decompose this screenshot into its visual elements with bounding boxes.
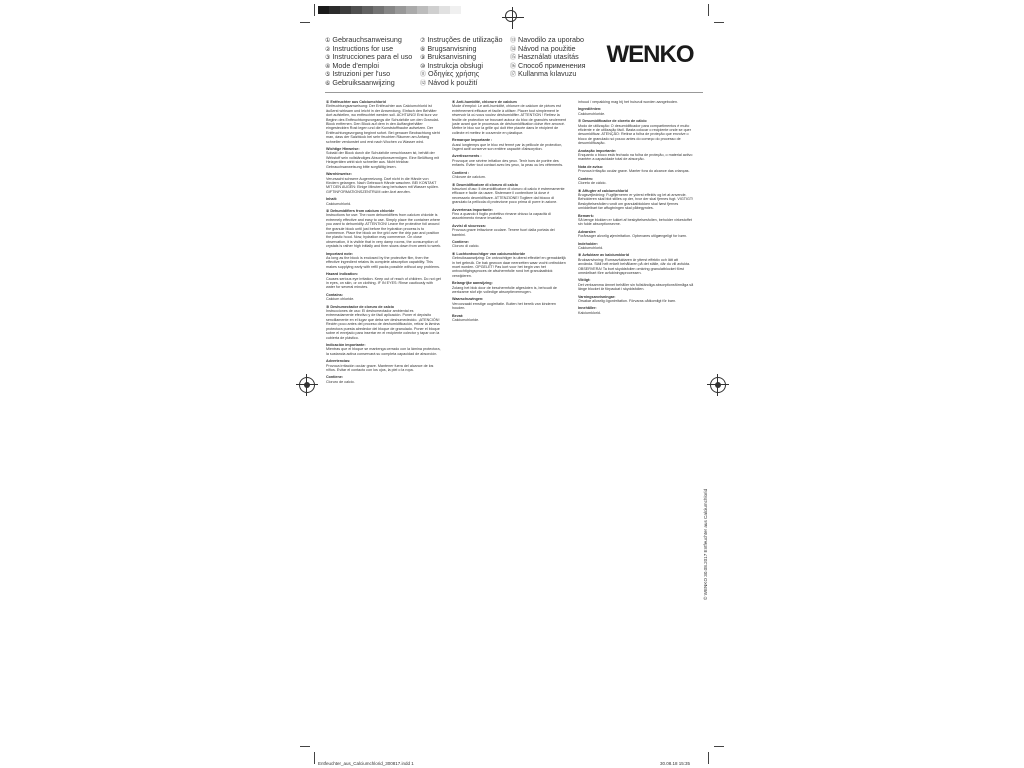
- gray-swatch: [362, 6, 373, 14]
- language-label: Bruksanvisning: [427, 52, 477, 62]
- section-body: Cloruro de calcio.: [326, 379, 355, 384]
- section-heading: ⑨ Avfuktare av kalciumklorid: [578, 253, 629, 258]
- section-body: Istruzioni d'uso: Il deumidificatore di cloruro di calcio è estremamente efficace e facile da usare. Sistemare il contenitore là dove è necessario deumidificare. ATTENZIONE! Togliere dal blocco di granulato la pellicola di protezione poco prima di porre in azione.: [452, 186, 565, 205]
- text-section: [578, 119, 694, 145]
- text-section: [452, 154, 568, 167]
- section-heading: Belangrijke aanwijzing:: [452, 281, 493, 286]
- language-number-icon: ①: [325, 37, 331, 44]
- text-section: [452, 183, 568, 205]
- language-item: [420, 79, 503, 88]
- language-number-icon: ④: [325, 62, 331, 70]
- gray-swatch: [395, 6, 406, 14]
- section-body: Gebruiksaanwijzing: De ontvochtiger is uiterst effectief en gemakkelijk in het gebruik. De bak gewoon daar neerzetten waar vocht onttrokken moet worden. OPGELET! Pas kort voor het begin van het ontvochtigingsproces de afschermfolie rond het granulaatblok verwijderen.: [452, 256, 566, 278]
- section-body: Enquanto o bloco está fechado na folha de proteção, o material activo mantém a capacidade total de absorção.: [578, 153, 693, 162]
- language-number-icon: ⑦: [420, 37, 426, 44]
- text-column-3: [578, 100, 694, 318]
- language-label: Kullanma kılavuzu: [518, 69, 577, 79]
- registration-mark: [299, 377, 315, 393]
- text-section: [452, 297, 568, 310]
- gray-swatch: [351, 6, 362, 14]
- gray-swatch: [318, 6, 329, 14]
- section-body: Einfeuchtungsanweisung: Der Entfeuchter aus Calciumchlorid ist äußerst wirksam und leicht in der Anwendung. Einfach den Behälter dort aufstellen, wo entfeuchtet werden soll. ACHTUNG! Erst kurz vor Beginn des Entfeuchtungsvorgangs die Schutzfolie um den Granulat-Block entfernen. Den Block auf dem in den Auffangbehälter eingesteckten Rost legen und die Kunststoffhaube aufsetzen. Der Entfeuchtungsvorgang beginnt sofort. Bei genauer Beobachtung sieht man, dass der Salzblock bei sehr feuchten Räumen am Anfang schneller verdunstet und erst nach Wochen zu Wasser wird.: [326, 104, 440, 144]
- text-section: [578, 107, 694, 116]
- footer-file-name: Entfeuchter_aus_Calciumchlorid_300817.indd 1: [318, 761, 414, 766]
- language-number-icon: ⑫: [420, 79, 427, 87]
- gray-swatch: [373, 6, 384, 14]
- text-section: [452, 224, 568, 237]
- gray-swatch: [450, 6, 461, 14]
- language-item: [325, 79, 412, 88]
- section-body: Sobald der Block durch die Schutzfolie verschlossen ist, behält der Wirkstoff sein vollständiges Absorptionsvermögen. Eine Belüftung mit Heizgeräten wirkt sich schneller aus. Nicht trinkbar. Gebrauchsanweisung bitte sorgfältig lesen.: [326, 151, 440, 169]
- language-label: Mode d'emploi: [332, 60, 379, 70]
- language-label: Instrukcja obsługi: [427, 60, 483, 70]
- text-section: [452, 252, 568, 278]
- text-section: [578, 253, 694, 275]
- language-label: Návod k použití: [428, 77, 478, 87]
- section-body: As long as the block is enclosed by the protective film, then the effective ingredient retains its complete absorption capability. This makes supplying early with refill packs possible without any problems.: [326, 256, 440, 269]
- language-label: Návod na použitie: [518, 43, 576, 53]
- gray-swatch: [417, 6, 428, 14]
- text-section: [578, 295, 694, 304]
- section-heading: ① Entfeuchter aus Calciumchlorid: [326, 100, 386, 104]
- section-heading: Contém:: [578, 176, 593, 181]
- section-heading: Indeholder:: [578, 241, 599, 246]
- language-number-icon: ⑯: [510, 62, 517, 70]
- text-section: [578, 149, 694, 162]
- crop-mark: [714, 22, 724, 23]
- section-body: Verursacht schwere Augenreizung. Darf nicht in die Hände von Kindern gelangen. Nach Gebrauch Hände waschen. BEI KONTAKT MIT DEN AUGEN: Einige Minuten lang behutsam mit Wasser spülen. GIFTINFORMATIONSZENTRUM oder Arzt anrufen.: [326, 176, 439, 194]
- section-heading: Innehåller:: [578, 306, 597, 311]
- section-heading: Warnhinweise:: [326, 172, 352, 177]
- language-list-3: [510, 36, 586, 79]
- section-heading: Varningsanvisningar:: [578, 294, 616, 299]
- section-body: Provoca irritação ocular grave. Manter fora do alcance das crianças.: [578, 169, 690, 174]
- gray-swatch: [329, 6, 340, 14]
- grayscale-calibration-bar: [318, 6, 461, 14]
- crop-mark: [708, 752, 709, 764]
- language-label: Instructions for use: [332, 43, 394, 53]
- section-body: Cloreto de cálcio.: [578, 181, 607, 186]
- section-heading: Ingrediënten:: [578, 107, 602, 112]
- section-heading: Contains:: [326, 292, 344, 297]
- section-heading: ⑦ Desumidificador de cloreto de cálcio: [578, 119, 647, 124]
- section-heading: ② Dehumidifiers from calcium chloride: [326, 208, 395, 213]
- text-section: [578, 278, 694, 291]
- text-section: [326, 305, 442, 340]
- language-label: Οδηγίες χρήσης: [428, 69, 480, 79]
- registration-mark: [505, 10, 517, 22]
- text-section: [326, 359, 442, 372]
- language-label: Instruções de utilização: [427, 35, 503, 44]
- text-section: [326, 293, 442, 302]
- section-heading: ⑥ Luchtontvochtiger van calciumchloride: [452, 251, 526, 256]
- section-body: Det verksamma ämnet behåller sin fullständiga absorptionsförmåga så länge blocket är förpackat i skyddsfolien.: [578, 282, 694, 292]
- gray-swatch: [384, 6, 395, 14]
- section-body: Forårsager alvorlig øjenirritation. Opbevares utilgængeligt for børn.: [578, 234, 688, 239]
- gray-swatch: [428, 6, 439, 14]
- section-heading: Remarque importante :: [452, 138, 493, 143]
- text-section: [578, 306, 694, 315]
- section-body: Chlorure de calcium.: [452, 175, 486, 180]
- text-section: [326, 272, 442, 290]
- language-number-icon: ⑭: [510, 45, 517, 53]
- section-body: Calciumchloride.: [578, 111, 606, 116]
- section-body: Calcium chloride.: [326, 297, 355, 302]
- section-heading: Bevat:: [452, 313, 464, 318]
- gray-swatch: [439, 6, 450, 14]
- text-section: [326, 147, 442, 169]
- language-number-icon: ⑪: [420, 71, 427, 79]
- section-heading: Important note:: [326, 251, 354, 256]
- section-heading: Waarschuwingen:: [452, 297, 484, 302]
- registration-mark: [710, 377, 726, 393]
- section-body: Så længe blokken er lukket af beskyttelsesfolien, beholder virkestoffet sin fulde absorptionsevne.: [578, 217, 692, 227]
- language-number-icon: ⑬: [510, 37, 517, 44]
- section-body: Calciumchloride.: [452, 318, 480, 323]
- section-heading: Viktigt:: [578, 278, 591, 283]
- language-number-icon: ⑩: [420, 62, 426, 70]
- section-body: Fino a quando il foglio protettivo rimane chiuso la capacità di assorbimento rimane invariata.: [452, 211, 551, 221]
- text-section: [452, 314, 568, 323]
- section-body: Mientras que el bloque se mantenga cerrado con la lámina protectora, la sustancia activa conservará su completa capacidad de absorción.: [326, 347, 441, 356]
- section-heading: Nota de aviso:: [578, 164, 604, 169]
- section-heading: ③ Deshumectador de cloruro de calcio: [326, 304, 395, 309]
- text-section: [326, 375, 442, 384]
- section-heading: Advertencias:: [326, 359, 351, 364]
- text-section: [452, 138, 568, 151]
- language-label: Használati utasítás: [518, 52, 579, 62]
- section-heading: ⑧ Affugter af calciumchlorid: [578, 188, 628, 193]
- language-label: Способ применения: [518, 60, 586, 70]
- section-body: Zolang het blok door de beschermfolie afgesloten is, behoudt de werkzame stof zijn volledige absorptievermogen.: [452, 285, 557, 295]
- section-heading: Indicación importante:: [326, 342, 366, 347]
- wenko-logo: [598, 40, 702, 68]
- section-heading: Advarsler:: [578, 229, 597, 234]
- section-body: Cloruro di calcio.: [452, 244, 480, 249]
- text-column-1: [326, 100, 442, 387]
- text-section: [452, 240, 568, 249]
- language-number-icon: ⑤: [325, 71, 331, 79]
- text-section: [578, 165, 694, 174]
- text-section: [326, 172, 442, 194]
- language-number-icon: ⑧: [420, 45, 426, 53]
- language-list-1: [325, 36, 412, 88]
- section-body: Modo de utilização: O desumidificador para compartimentos é muito eficiente e de utilização fácil. Basta colocar o recipiente onde se quer desumidificar. ATENÇÃO: Retirar a folha de proteção que envolve o bloco de granulado só pouco antes do começo do processo de desumidificação.: [578, 123, 691, 146]
- text-section: [452, 281, 568, 294]
- section-body: Calciumchlorid.: [578, 245, 604, 250]
- text-section: [452, 171, 568, 180]
- text-section: [326, 209, 442, 249]
- language-label: Instrucciones para el uso: [332, 52, 413, 62]
- section-body: Veroorzaakt ernstige oogirritatie. Buiten het bereik van kinderen houden.: [452, 301, 556, 311]
- section-heading: Avvisi di sicurezza:: [452, 223, 486, 228]
- section-body: Instructions for use: The room dehumidifiers from calcium chloride is extremely effective and easy to use. Simply place the container where you want to dehumidify. ATTENTION! Leave the protective foil around the granule block until just before the hydration process is to commence. Place the block on the grid over the drip pan and position the plastic hood. Now, hydration may commence. On close observation, it is visible that in very damp rooms, the consumption of crystals is rather high initially and then slows down from week to week.: [326, 213, 442, 249]
- text-section: [326, 252, 442, 270]
- crop-mark: [708, 4, 709, 16]
- language-number-icon: ⑮: [510, 54, 517, 62]
- section-body: Provoca grave irritazione oculare. Tenere fuori dalla portata dei bambini.: [452, 228, 555, 237]
- text-section: [578, 214, 694, 227]
- language-number-icon: ②: [325, 45, 331, 53]
- section-heading: Avvertenza importante:: [452, 207, 493, 212]
- language-label: Brugsanvisning: [427, 43, 477, 53]
- section-body: inhoud / verpakking mag bij het huisvuil worden aangeboden.: [578, 100, 679, 104]
- section-body: Causes serious eye irritation. Keep out of reach of children. Do not get in eyes, on skin, or on clothing. IF IN EYES: Rinse cautiously with water for several minutes.: [326, 276, 441, 290]
- crop-mark: [714, 746, 724, 747]
- section-heading: Inhalt:: [326, 197, 338, 202]
- section-body: Instrucciones de uso: El deshumectador ambiental es extremadamente efectivo y de fácil aplicación. Poner el depósito sencillamente en el lugar que deba ser deshumedecido. ¡ATENCIÓN! Recién poco antes del proceso de deshumidificación, retirar la lámina protectora puesta alrededor del bloque de granulado. Poner el bloque sobre el enrejado para insertar en el recipiente colector y tapar con la cubierta de plástico.: [326, 309, 440, 340]
- section-heading: Hazard indication:: [326, 272, 358, 277]
- language-number-icon: ③: [325, 54, 331, 62]
- section-heading: Contiene:: [452, 239, 470, 244]
- language-label: Navodilo za uporabo: [518, 35, 584, 44]
- language-number-icon: ⑨: [420, 54, 426, 62]
- text-section: [578, 100, 694, 104]
- section-heading: Avertissements :: [452, 154, 482, 159]
- section-heading: ④ Anti-humidité, chlorure de calcium: [452, 100, 517, 104]
- language-label: Gebruiksaanwijzing: [332, 77, 395, 87]
- section-heading: Contiene:: [326, 375, 344, 380]
- section-heading: Wichtige Hinweise:: [326, 147, 360, 152]
- section-body: Calciumchlorid.: [326, 201, 352, 206]
- language-label: Istruzioni per l'uso: [332, 69, 391, 79]
- crop-mark: [314, 4, 315, 16]
- language-list-2: [420, 36, 503, 88]
- crop-mark: [300, 22, 310, 23]
- crop-mark: [314, 752, 315, 764]
- text-section: [326, 197, 442, 206]
- svg-text:WENKO: WENKO: [606, 41, 694, 68]
- section-body: Brugsvejledning: Fugtfjerneren er yderst effektiv og let at anvende. Beholderen skal blot stilles op der, hvor der skal fjernes fugt. VIGTIGT! Beskyttelsesfolien rundt om granulatblokken skal først fjernes umiddelbart før affugtningen skal påbegyndes.: [578, 192, 694, 211]
- section-heading: Contient :: [452, 170, 470, 175]
- text-section: [452, 100, 568, 135]
- language-number-icon: ⑰: [510, 71, 517, 79]
- text-section: [326, 100, 442, 144]
- side-note: © WENKO 30.08.2017 Entfeuchter aus Calciumchlorid: [703, 488, 708, 600]
- language-item: [510, 70, 586, 79]
- text-column-2: [452, 100, 568, 325]
- section-body: Orsakar allvarlig ögonirritation. Förvaras oåtkomligt för barn.: [578, 299, 677, 304]
- section-body: Aussi longtemps que le bloc est fermé par la pellicule de protection, l'agent actif conserve son entière capacité d'absorption.: [452, 142, 563, 152]
- gray-swatch: [406, 6, 417, 14]
- section-body: Provoque une sévère irritation des yeux. Tenir hors de portée des enfants. Éviter tout contact avec les yeux, la peau ou les vêtements.: [452, 158, 564, 168]
- text-section: [578, 230, 694, 239]
- text-section: [578, 242, 694, 251]
- language-number-icon: ⑥: [325, 79, 331, 87]
- divider: [325, 92, 703, 93]
- crop-mark: [300, 746, 310, 747]
- gray-swatch: [340, 6, 351, 14]
- text-section: [452, 208, 568, 221]
- text-section: [578, 177, 694, 186]
- section-body: Kalciumklorid.: [578, 310, 601, 315]
- section-heading: ⑤ Deumidificatore di cloruro di calcio: [452, 182, 519, 187]
- language-label: Gebrauchsanweisung: [332, 35, 402, 44]
- section-body: Mode d'emploi: Le anti-humidité, chlorure de calcium de pièces est extrêmement efficace et facile à utiliser. Placer tout simplement le réservoir là où vous voulez déshumidifier. ATTENTION ! Retirez la feuille de protection se trouvant autour du bloc de granulés seulement juste avant que le processus de déshumidification doive être amorcé. Mettre le bloc sur la grille qui doit être placée dans le récipient de collecte et mettez le couvercle en plastique.: [452, 104, 566, 135]
- text-section: [326, 343, 442, 356]
- section-heading: Anotação importante:: [578, 148, 617, 153]
- footer-timestamp: 30.08.18 15:35: [660, 761, 691, 766]
- section-body: Provoca irritación ocular grave. Mantener fuera del alcance de los niños. Evitar el contacto con los ojos, la piel o la ropa.: [326, 363, 434, 372]
- section-heading: Bemærk:: [578, 213, 594, 218]
- section-body: Bruksanvisning: Rumsavfuktaren är ytterst effektiv och lätt att använda. Ställ helt enkelt behållaren på det ställe, där du vill avfukta. OBSERVERA! Ta bort skyddsfolien omkring granulatblocket först omedelbart före avfuktningsprocessen.: [578, 257, 691, 275]
- text-section: [578, 189, 694, 211]
